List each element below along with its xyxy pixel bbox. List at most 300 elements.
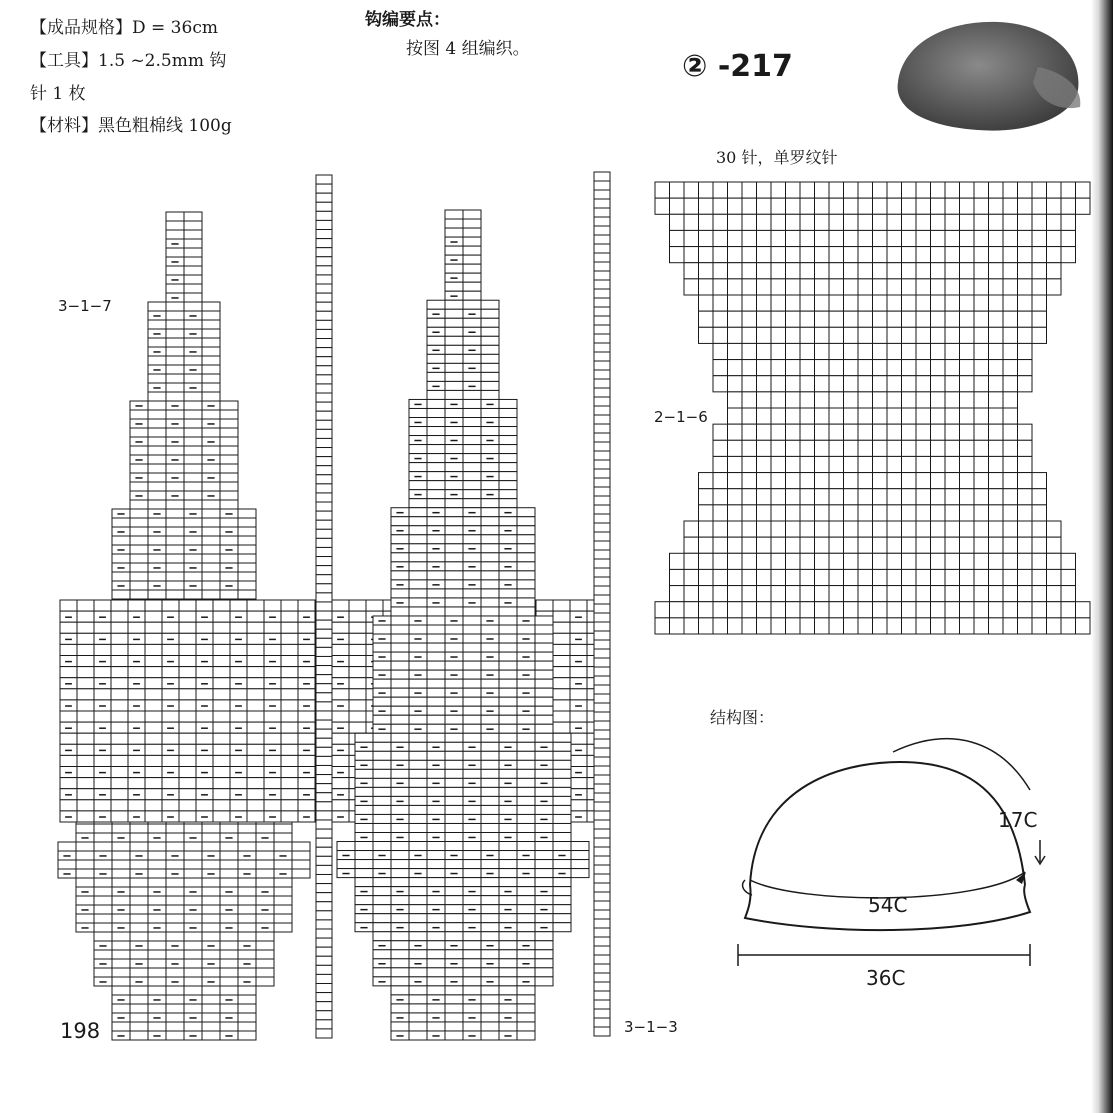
stitch-cell xyxy=(481,508,499,517)
stitch-cell xyxy=(1061,586,1076,602)
stitch-cell xyxy=(373,697,391,706)
stitch-cell xyxy=(76,824,94,833)
stitch-cell xyxy=(844,263,859,279)
stitch-cell xyxy=(499,986,517,995)
stitch-cell xyxy=(858,553,873,569)
stitch-cell xyxy=(281,667,298,678)
stitch-cell xyxy=(77,667,94,678)
stitch-cell xyxy=(166,932,184,941)
stitch-cell xyxy=(427,805,445,814)
stitch-cell xyxy=(887,489,902,505)
stitch-cell xyxy=(844,295,859,311)
stitch-cell xyxy=(316,393,332,402)
stitch-cell xyxy=(594,568,610,577)
stitch-cell xyxy=(196,600,213,611)
stitch-cell xyxy=(931,489,946,505)
stitch-cell xyxy=(256,851,274,860)
stitch-cell xyxy=(1003,360,1018,376)
stitch-cell xyxy=(373,932,391,941)
stitch-cell xyxy=(409,1004,427,1013)
stitch-cell xyxy=(757,343,772,359)
stitch-cell xyxy=(553,644,570,655)
stitch-cell xyxy=(166,428,184,437)
stitch-cell xyxy=(553,667,570,678)
stitch-cell xyxy=(902,230,917,246)
stitch-cell xyxy=(247,656,264,667)
stitch-cell xyxy=(499,1022,517,1031)
stitch-cell xyxy=(858,537,873,553)
stitch-cell xyxy=(1018,360,1033,376)
stitch-cell xyxy=(742,489,757,505)
stitch-cell xyxy=(887,473,902,489)
stitch-cell xyxy=(463,472,481,481)
stitch-cell xyxy=(844,311,859,327)
stitch-cell xyxy=(553,860,571,869)
stitch-cell xyxy=(931,569,946,585)
stitch-cell xyxy=(409,625,427,634)
stitch-cell xyxy=(112,572,130,581)
stitch-cell xyxy=(316,993,332,1002)
stitch-cell xyxy=(316,257,332,266)
stitch-cell xyxy=(499,977,517,986)
stitch-cell xyxy=(463,571,481,580)
stitch-cell xyxy=(1032,247,1047,263)
stitch-cell xyxy=(409,950,427,959)
stitch-cell xyxy=(916,440,931,456)
stitch-cell xyxy=(130,545,148,554)
stitch-cell xyxy=(481,1013,499,1022)
stitch-cell xyxy=(535,715,553,724)
stitch-cell xyxy=(427,986,445,995)
stitch-cell xyxy=(196,755,213,766)
stitch-cell xyxy=(145,611,162,622)
stitch-cell xyxy=(213,767,230,778)
stitch-cell xyxy=(238,527,256,536)
stitch-cell xyxy=(409,968,427,977)
stitch-cell xyxy=(391,553,409,562)
stitch-cell xyxy=(316,411,332,420)
stitch-cell xyxy=(316,684,332,693)
stitch-cell xyxy=(184,266,202,275)
stitch-cell xyxy=(373,905,391,914)
stitch-cell xyxy=(713,505,728,521)
stitch-cell xyxy=(166,518,184,527)
stitch-cell xyxy=(230,644,247,655)
stitch-cell xyxy=(570,755,587,766)
stitch-cell xyxy=(960,360,975,376)
stitch-cell xyxy=(77,689,94,700)
stitch-cell xyxy=(481,887,499,896)
stitch-cell xyxy=(166,320,184,329)
stitch-cell xyxy=(481,390,499,399)
stitch-cell xyxy=(94,600,111,611)
stitch-cell xyxy=(594,307,610,316)
stitch-cell xyxy=(699,279,714,295)
stitch-cell xyxy=(316,729,332,738)
stitch-cell xyxy=(316,938,332,947)
stitch-cell xyxy=(316,220,332,229)
stitch-cell xyxy=(931,263,946,279)
stitch-cell xyxy=(238,833,256,842)
stitch-cell xyxy=(391,661,409,670)
stitch-cell xyxy=(316,329,332,338)
stitch-cell xyxy=(713,247,728,263)
stitch-cell xyxy=(202,518,220,527)
stitch-cell xyxy=(463,724,481,733)
stitch-cell xyxy=(481,535,499,544)
stitch-cell xyxy=(902,327,917,343)
stitch-cell xyxy=(858,376,873,392)
stitch-cell xyxy=(902,198,917,214)
stitch-cell xyxy=(535,842,553,851)
stitch-cell xyxy=(463,490,481,499)
stitch-cell xyxy=(844,343,859,359)
stitch-cell xyxy=(535,625,553,634)
stitch-cell xyxy=(166,986,184,995)
stitch-cell xyxy=(931,279,946,295)
stitch-cell xyxy=(76,860,94,869)
stitch-cell xyxy=(166,302,184,311)
stitch-cell xyxy=(130,860,148,869)
stitch-cell xyxy=(974,214,989,230)
stitch-cell xyxy=(349,622,366,633)
stitch-cell xyxy=(931,505,946,521)
stitch-cell xyxy=(873,618,888,634)
stitch-cell xyxy=(130,563,148,572)
stitch-cell xyxy=(499,679,517,688)
stitch-cell xyxy=(145,622,162,633)
stitch-cell xyxy=(202,302,220,311)
stitch-cell xyxy=(179,811,196,822)
stitch-cell xyxy=(247,755,264,766)
stitch-cell xyxy=(728,360,743,376)
stitch-cell xyxy=(594,370,610,379)
stitch-cell xyxy=(179,644,196,655)
stitch-cell xyxy=(166,221,184,230)
stitch-cell xyxy=(499,445,517,454)
stitch-cell xyxy=(713,489,728,505)
stitch-cell xyxy=(670,569,685,585)
stitch-cell xyxy=(858,392,873,408)
stitch-cell xyxy=(409,715,427,724)
stitch-cell xyxy=(220,482,238,491)
stitch-cell xyxy=(594,433,610,442)
stitch-cell xyxy=(463,282,481,291)
stitch-cell xyxy=(60,622,77,633)
stitch-cell xyxy=(1003,214,1018,230)
stitch-cell xyxy=(1003,247,1018,263)
stitch-cell xyxy=(316,911,332,920)
stitch-cell xyxy=(238,536,256,545)
stitch-cell xyxy=(499,643,517,652)
stitch-cell xyxy=(960,505,975,521)
stitch-cell xyxy=(844,553,859,569)
stitch-cell xyxy=(800,456,815,472)
stitch-cell xyxy=(960,295,975,311)
stitch-cell xyxy=(112,986,130,995)
stitch-cell xyxy=(463,390,481,399)
stitch-cell xyxy=(77,811,94,822)
stitch-cell xyxy=(974,198,989,214)
stitch-cell xyxy=(184,878,202,887)
stitch-cell xyxy=(481,733,499,742)
stitch-cell xyxy=(220,572,238,581)
stitch-cell xyxy=(481,842,499,851)
stitch-cell xyxy=(844,214,859,230)
stitch-cell xyxy=(427,724,445,733)
stitch-cell xyxy=(281,755,298,766)
stitch-cell xyxy=(128,667,145,678)
stitch-cell xyxy=(757,392,772,408)
stitch-cell xyxy=(517,733,535,742)
stitch-cell xyxy=(179,700,196,711)
stitch-cell xyxy=(94,644,111,655)
stitch-cell xyxy=(594,982,610,991)
stitch-cell xyxy=(594,739,610,748)
stitch-cell xyxy=(670,602,685,618)
stitch-cell xyxy=(786,521,801,537)
stitch-cell xyxy=(535,616,553,625)
stitch-cell xyxy=(373,887,391,896)
stitch-cell xyxy=(786,279,801,295)
stitch-cell xyxy=(517,1022,535,1031)
stitch-cell xyxy=(945,553,960,569)
stitch-cell xyxy=(699,230,714,246)
stitch-cell xyxy=(230,778,247,789)
stitch-cell xyxy=(594,928,610,937)
stitch-cell xyxy=(166,905,184,914)
stitch-cell xyxy=(445,986,463,995)
stitch-cell xyxy=(196,733,213,744)
stitch-cell xyxy=(409,1013,427,1022)
stitch-cell xyxy=(916,424,931,440)
stitch-cell xyxy=(220,968,238,977)
stitch-cell xyxy=(427,616,445,625)
stitch-cell xyxy=(728,247,743,263)
stitch-cell xyxy=(594,766,610,775)
stitch-cell xyxy=(902,263,917,279)
stitch-cell xyxy=(112,851,130,860)
stitch-cell xyxy=(427,823,445,832)
stitch-cell xyxy=(499,408,517,417)
stitch-cell xyxy=(184,428,202,437)
stitch-cell xyxy=(757,360,772,376)
stitch-cell xyxy=(902,456,917,472)
stitch-cell xyxy=(355,896,373,905)
stitch-cell xyxy=(1032,295,1047,311)
stitch-cell xyxy=(256,824,274,833)
stitch-cell xyxy=(445,796,463,805)
stitch-cell xyxy=(684,198,699,214)
stitch-cell xyxy=(463,805,481,814)
stitch-cell xyxy=(499,625,517,634)
stitch-cell xyxy=(256,950,274,959)
stitch-cell xyxy=(238,932,256,941)
stitch-cell xyxy=(427,571,445,580)
stitch-cell xyxy=(594,874,610,883)
stitch-cell xyxy=(499,751,517,760)
stitch-cell xyxy=(445,833,463,842)
stitch-cell xyxy=(916,408,931,424)
stitch-cell xyxy=(445,760,463,769)
stitch-cell xyxy=(829,295,844,311)
stitch-cell xyxy=(481,372,499,381)
stitch-cell xyxy=(316,529,332,538)
stitch-cell xyxy=(220,977,238,986)
stitch-cell xyxy=(463,950,481,959)
stitch-cell xyxy=(887,198,902,214)
stitch-cell xyxy=(220,1004,238,1013)
stitch-cell xyxy=(989,424,1004,440)
stitch-cell xyxy=(166,1004,184,1013)
stitch-cell xyxy=(60,733,77,744)
stitch-cell xyxy=(316,448,332,457)
stitch-cell xyxy=(427,472,445,481)
stitch-cell xyxy=(916,521,931,537)
stitch-cell xyxy=(858,618,873,634)
stitch-cell xyxy=(316,420,332,429)
stitch-cell xyxy=(77,778,94,789)
stitch-cell xyxy=(873,521,888,537)
stitch-cell xyxy=(220,878,238,887)
stitch-cell xyxy=(373,842,391,851)
stitch-cell xyxy=(230,600,247,611)
stitch-cell xyxy=(829,489,844,505)
stitch-cell xyxy=(60,800,77,811)
stitch-cell xyxy=(148,446,166,455)
stitch-cell xyxy=(887,182,902,198)
stitch-cell xyxy=(931,456,946,472)
stitch-cell xyxy=(757,440,772,456)
stitch-cell xyxy=(1032,198,1047,214)
stitch-cell xyxy=(463,607,481,616)
stitch-cell xyxy=(111,622,128,633)
stitch-cell xyxy=(409,905,427,914)
stitch-cell xyxy=(427,968,445,977)
stitch-cell xyxy=(535,932,553,941)
stitch-cell xyxy=(316,693,332,702)
stitch-cell xyxy=(945,182,960,198)
stitch-cell xyxy=(184,968,202,977)
stitch-cell xyxy=(316,547,332,556)
stitch-cell xyxy=(887,279,902,295)
stitch-cell xyxy=(553,622,570,633)
stitch-cell xyxy=(148,950,166,959)
stitch-cell xyxy=(162,689,179,700)
stitch-cell xyxy=(409,499,427,508)
stitch-cell xyxy=(391,896,409,905)
stitch-cell xyxy=(445,1013,463,1022)
stitch-cell xyxy=(145,711,162,722)
stitch-cell xyxy=(1047,182,1062,198)
stitch-cell xyxy=(829,553,844,569)
stitch-cell xyxy=(94,878,112,887)
stitch-cell xyxy=(887,618,902,634)
stitch-cell xyxy=(571,842,589,851)
stitch-cell xyxy=(499,706,517,715)
stitch-cell xyxy=(316,320,332,329)
stitch-cell xyxy=(535,869,553,878)
stitch-cell xyxy=(742,408,757,424)
stitch-cell xyxy=(391,616,409,625)
stitch-cell xyxy=(373,742,391,751)
stitch-cell xyxy=(800,424,815,440)
stitch-cell xyxy=(130,1013,148,1022)
stitch-cell xyxy=(274,842,292,851)
stitch-cell xyxy=(829,263,844,279)
stitch-cell xyxy=(213,644,230,655)
stitch-cell xyxy=(202,410,220,419)
stitch-cell xyxy=(594,586,610,595)
stitch-cell xyxy=(94,896,112,905)
stitch-cell xyxy=(916,456,931,472)
stitch-cell xyxy=(594,676,610,685)
stitch-cell xyxy=(728,198,743,214)
stitch-cell xyxy=(213,711,230,722)
stitch-cell xyxy=(670,214,685,230)
stitch-cell xyxy=(517,932,535,941)
stitch-cell xyxy=(829,602,844,618)
stitch-cell xyxy=(184,518,202,527)
stitch-cell xyxy=(815,263,830,279)
stitch-cell xyxy=(111,678,128,689)
stitch-cell xyxy=(594,829,610,838)
stitch-cell xyxy=(130,968,148,977)
stitch-cell xyxy=(130,914,148,923)
stitch-cell xyxy=(728,376,743,392)
stitch-cell xyxy=(800,279,815,295)
stitch-cell xyxy=(316,311,332,320)
stitch-cell xyxy=(445,210,463,219)
stitch-cell xyxy=(757,263,772,279)
stitch-cell xyxy=(202,1013,220,1022)
stitch-cell xyxy=(481,354,499,363)
stitch-cell xyxy=(463,418,481,427)
stitch-cell xyxy=(332,667,349,678)
stitch-cell xyxy=(960,198,975,214)
stitch-cell xyxy=(887,505,902,521)
stitch-cell xyxy=(499,860,517,869)
stitch-cell xyxy=(148,428,166,437)
stitch-cell xyxy=(499,472,517,481)
stitch-cell xyxy=(60,711,77,722)
stitch-cell xyxy=(699,553,714,569)
stitch-cell xyxy=(463,823,481,832)
stitch-cell xyxy=(499,571,517,580)
stitch-cell xyxy=(213,633,230,644)
stitch-cell xyxy=(373,923,391,932)
stitch-cell xyxy=(316,711,332,720)
stitch-cell xyxy=(463,787,481,796)
stitch-cell xyxy=(264,778,281,789)
stitch-cell xyxy=(112,554,130,563)
stitch-cell xyxy=(1032,182,1047,198)
stitch-cell xyxy=(553,733,571,742)
stitch-cell xyxy=(179,789,196,800)
stitch-cell xyxy=(445,950,463,959)
stitch-cell xyxy=(202,374,220,383)
stitch-cell xyxy=(553,923,571,932)
stitch-cell xyxy=(463,706,481,715)
stitch-cell xyxy=(145,755,162,766)
stitch-cell xyxy=(145,789,162,800)
stitch-cell xyxy=(829,505,844,521)
stitch-cell xyxy=(213,789,230,800)
stitch-cell xyxy=(349,700,366,711)
stitch-cell xyxy=(960,230,975,246)
stitch-cell xyxy=(184,401,202,410)
stitch-cell xyxy=(391,625,409,634)
